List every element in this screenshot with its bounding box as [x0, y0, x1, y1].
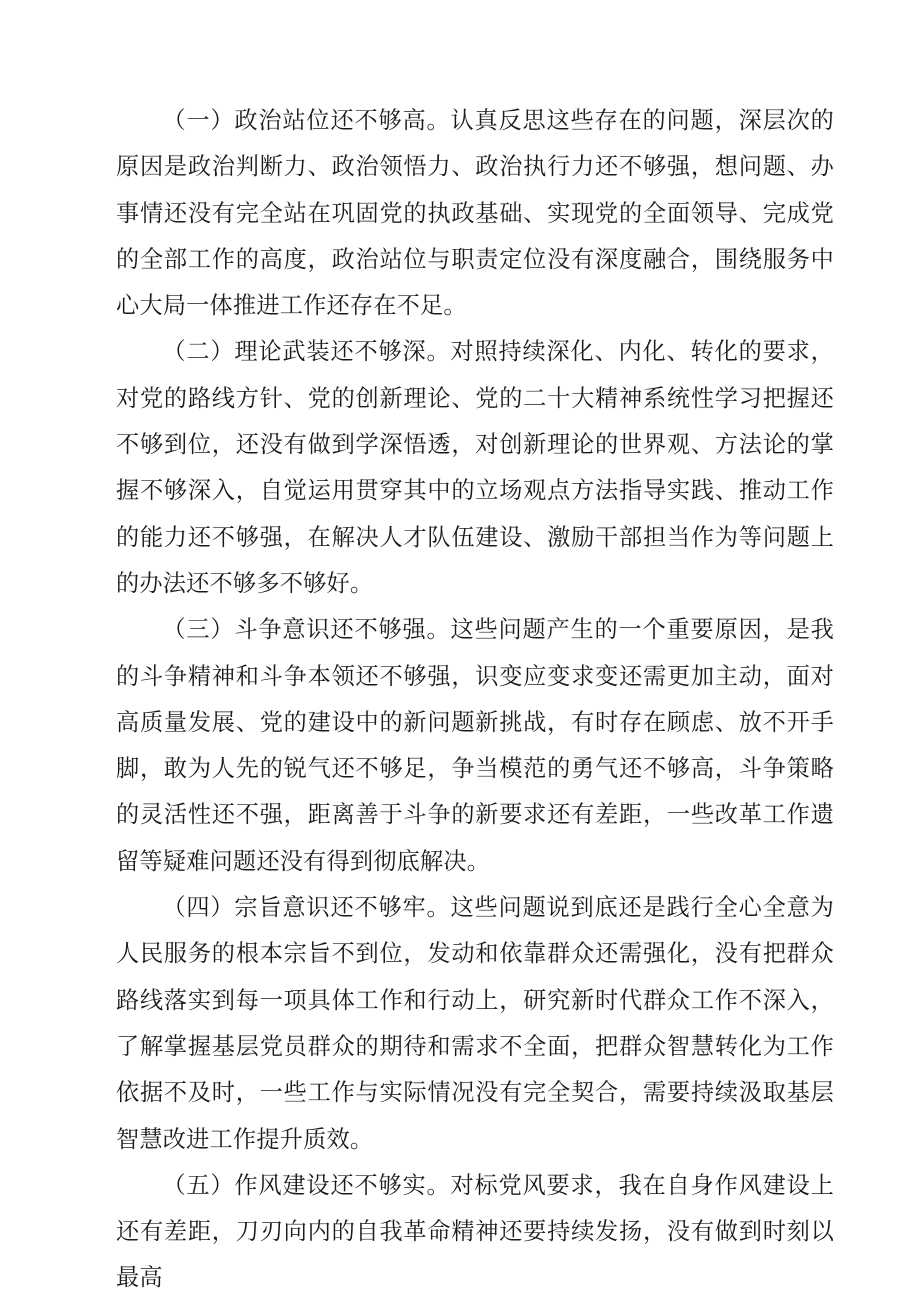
paragraph-struggle-awareness: （三）斗争意识还不够强。这些问题产生的一个重要原因，是我的斗争精神和斗争本领还不够强，识变应变求变还需更加主动，面对高质量发展、党的建设中的新问题新挑战，有时存在顾虑、放不开手脚，敢为人先的锐气还不够足，争当模范的勇气还不够高，斗争策略的灵活性还不强，距离善于斗争的新要求还有差距，一些改革工作遗留等疑难问题还没有得到彻底解决。: [116, 616, 834, 875]
paragraph-political-stance: （一）政治站位还不够高。认真反思这些存在的问题，深层次的原因是政治判断力、政治领悟力、政治执行力还不够强，想问题、办事情还没有完全站在巩固党的执政基础、实现党的全面领导、完成党的全部工作的高度，政治站位与职责定位没有深度融合，围绕服务中心大局一体推进工作还存在不足。: [116, 107, 834, 320]
paragraph-theory-arming: （二）理论武装还不够深。对照持续深化、内化、转化的要求，对党的路线方针、党的创新理论、党的二十大精神系统性学习把握还不够到位，还没有做到学深悟透，对创新理论的世界观、方法论的掌握不够深入，自觉运用贯穿其中的立场观点方法指导实践、推动工作的能力还不够强，在解决人才队伍建设、激励干部担当作为等问题上的办法还不够多不够好。: [116, 338, 834, 597]
paragraph-purpose-awareness: （四）宗旨意识还不够牢。这些问题说到底还是践行全心全意为人民服务的根本宗旨不到位，发动和依靠群众还需强化，没有把群众路线落实到每一项具体工作和行动上，研究新时代群众工作不深入，了解掌握基层党员群众的期待和需求不全面，把群众智慧转化为工作依据不及时，一些工作与实际情况没有完全契合，需要持续汲取基层智慧改进工作提升质效。: [116, 894, 834, 1153]
paragraph-work-style: （五）作风建设还不够实。对标党风要求，我在自身作风建设上还有差距，刀刃向内的自我革命精神还要持续发扬，没有做到时刻以最高: [116, 1171, 834, 1292]
document-body: [116, 98, 834, 1302]
